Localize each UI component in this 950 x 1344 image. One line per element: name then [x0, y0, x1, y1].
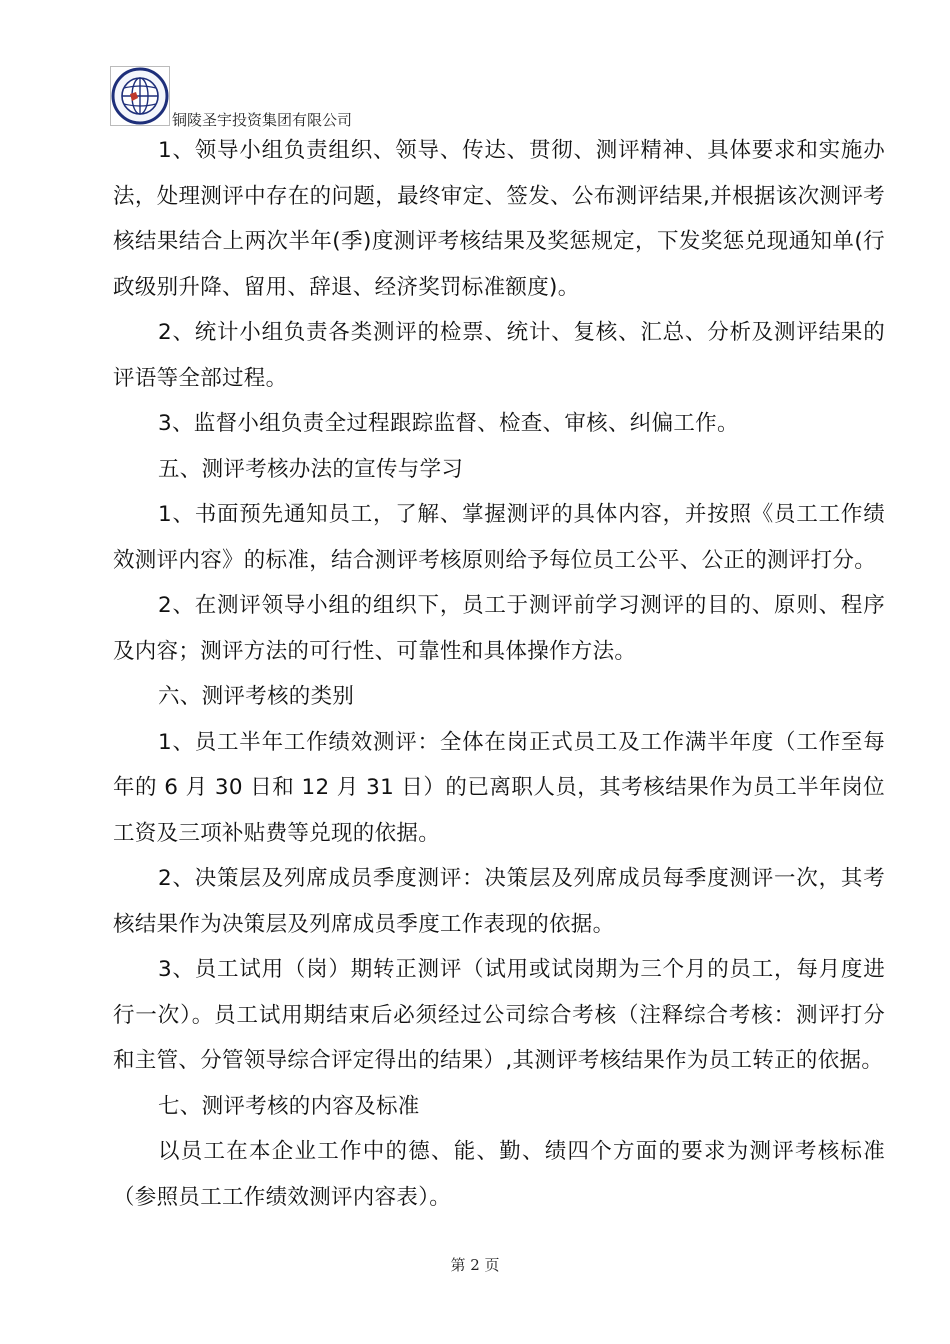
paragraph-half-year-evaluation: 1、员工半年工作绩效测评：全体在岗正式员工及工作满半年度（工作至每年的 6 月 30 日和 12 月 31 日）的已离职人员，其考核结果作为员工半年岗位工资及三项补贴费等兑现的依据。	[113, 729, 885, 846]
page-number: 第 2 页	[450, 1256, 500, 1274]
company-name: 铜陵圣宇投资集团有限公司	[172, 111, 353, 129]
section-heading-7: 七、测评考核的内容及标准	[158, 1093, 420, 1119]
section-heading-6: 六、测评考核的类别	[158, 684, 355, 709]
paragraph-supervision-duties: 3、监督小组负责全过程跟踪监督、检查、审核、纠偏工作。	[158, 411, 739, 436]
globe-logo-icon	[110, 66, 170, 126]
paragraph-written-notice: 1、书面预先通知员工，了解、掌握测评的具体内容，并按照《员工工作绩效测评内容》的标准，结合测评考核原则给予每位员工公平、公正的测评打分。	[113, 502, 885, 573]
paragraph-study-before-evaluation: 2、在测评领导小组的组织下，员工于测评前学习测评的目的、原则、程序及内容；测评方法的可行性、可靠性和具体操作方法。	[113, 593, 885, 664]
paragraph-evaluation-standard: 以员工在本企业工作中的德、能、勤、绩四个方面的要求为测评考核标准（参照员工工作绩效测评内容表）。	[113, 1139, 885, 1210]
paragraph-quarterly-evaluation: 2、决策层及列席成员季度测评：决策层及列席成员每季度测评一次，其考核结果作为决策层及列席成员季度工作表现的依据。	[113, 866, 885, 937]
paragraph-probation-evaluation: 3、员工试用（岗）期转正测评（试用或试岗期为三个月的员工，每月度进行一次）。员工试用期结束后必须经过公司综合考核（注释综合考核：测评打分和主管、分管领导综合评定得出的结果）,其测评考核结果作为员工转正的依据。	[113, 957, 885, 1073]
document-body	[113, 128, 885, 1220]
section-heading-5: 五、测评考核办法的宣传与学习	[158, 456, 464, 482]
paragraph-statistics-duties: 2、统计小组负责各类测评的检票、统计、复核、汇总、分析及测评结果的评语等全部过程。	[113, 320, 885, 391]
paragraph-leadership-duties: 1、领导小组负责组织、领导、传达、贯彻、测评精神、具体要求和实施办法，处理测评中存在的问题，最终审定、签发、公布测评结果,并根据该次测评考核结果结合上两次半年(季)度测评考核结果及奖惩规定，下发奖惩兑现通知单(行政级别升降、留用、辞退、经济奖罚标准额度)。	[113, 138, 885, 300]
page-header	[110, 66, 430, 128]
